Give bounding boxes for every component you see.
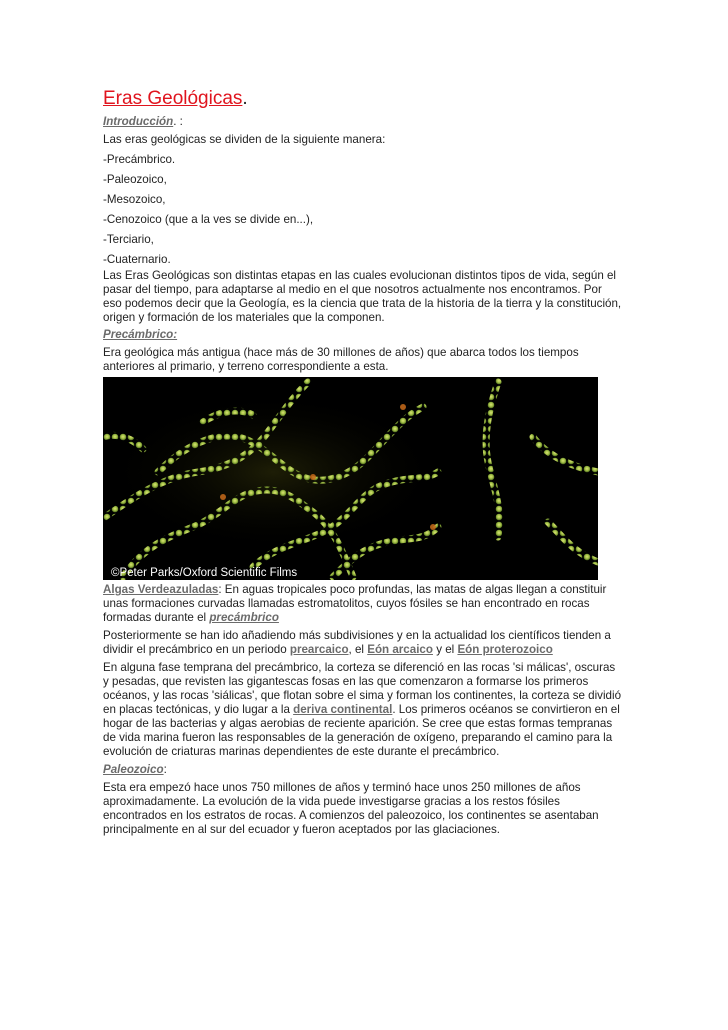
corteza-paragraph [103, 661, 623, 759]
list-item: -Terciario, [103, 233, 154, 246]
paleozoico-paragraph: Esta era empezó hace unos 750 millones de años y terminó hace unos 250 millones de años aproximadamente. La evolución de la vida puede investigarse gracias a los restos fósiles encontrados en los estratos de rocas. A comienzos del paleozoico, los continentes se asentaban principalmente en al sur del ecuador y fueron aceptados por las glaciaciones. [103, 781, 599, 836]
corteza-text-2: . Los primeros océanos se convirtieron en el hogar de las bacterias y algas aerobias de reciente aparición. Se cree que estas formas tempranas de vida marina fueron las responsables de la generación de oxígeno, preparando el camino para la evolución de criaturas marinas dependientes de este durante el precámbrico. [103, 703, 620, 758]
corteza-text-1: En alguna fase temprana del precámbrico, la corteza se diferenció en las rocas 'si málicas', oscuras y pesadas, que revisten las gigantescas fosas en las que comenzaron a formarse los primeros océanos, y las rocas 'siálicas', que flotan sobre el sima y forman los continentes, la corteza se dividió en placas tectónicas, y dio lugar a la [103, 661, 622, 716]
eon-proterozoico-link[interactable]: Eón proterozoico [457, 643, 553, 656]
precambrico-heading [103, 328, 623, 342]
image-credit: ©Peter Parks/Oxford Scientific Films [111, 567, 298, 579]
precambrico-link[interactable]: precámbrico [209, 611, 279, 624]
subdiv-sep-2: y el [432, 643, 458, 656]
intro-suffix: . : [173, 115, 183, 128]
intro-lead: Las eras geológicas se dividen de la siguiente manera: [103, 133, 386, 146]
intro-heading [103, 115, 623, 129]
cyanobacteria-image [103, 377, 598, 580]
precambrico-heading-text: Precámbrico: [103, 328, 178, 341]
deriva-continental-link[interactable]: deriva continental [293, 703, 393, 716]
algas-text: : En aguas tropicales poco profundas, las matas de algas llegan a constituir unas formaciones curvadas llamadas estromatolitos, cuyos fósiles se han encontrado en rocas formadas durante el [103, 583, 607, 624]
algae-filaments-illustration [103, 377, 598, 580]
prearcaico-link[interactable]: prearcaico [289, 643, 349, 656]
document-page [103, 88, 623, 841]
algas-term[interactable]: Algas Verdeazuladas [103, 583, 219, 596]
intro-label: Introducción [103, 115, 174, 128]
title-punctuation: . [242, 88, 248, 109]
eras-list [103, 153, 623, 267]
list-item: -Cuaternario. [103, 253, 171, 266]
intro-paragraph: Las Eras Geológicas son distintas etapas en las cuales evolucionan distintos tipos de vida, según el pasar del tiempo, para adaptarse al medio en el que nosotros actualmente nos encontramos. Por eso podemos decir que la Geología, es la ciencia que trata de la historia de la tierra y la constitución, origen y formación de los materiales que la componen. [103, 269, 622, 324]
subdivisions-paragraph [103, 629, 623, 657]
paleozoico-heading [103, 763, 623, 777]
document-title [103, 88, 623, 110]
subdiv-sep-1: , el [348, 643, 368, 656]
title-text: Eras Geológicas [103, 88, 243, 109]
algas-paragraph [103, 583, 623, 625]
list-item: -Cenozoico (que a la ves se divide en...), [103, 213, 314, 226]
eon-arcaico-link[interactable]: Eón arcaico [367, 643, 433, 656]
paleozoico-suffix: : [163, 763, 167, 776]
list-item: -Paleozoico, [103, 173, 167, 186]
list-item: -Mesozoico, [103, 193, 166, 206]
paleozoico-heading-text: Paleozoico [103, 763, 164, 776]
precambrico-definition: Era geológica más antigua (hace más de 30 millones de años) que abarca todos los tiempos anteriores al primario, y terreno correspondiente a esta. [103, 346, 579, 373]
list-item: -Precámbrico. [103, 153, 176, 166]
subdiv-text: Posteriormente se han ido añadiendo más subdivisiones y en la actualidad los científicos tienden a dividir el precámbrico en un periodo [103, 629, 611, 656]
